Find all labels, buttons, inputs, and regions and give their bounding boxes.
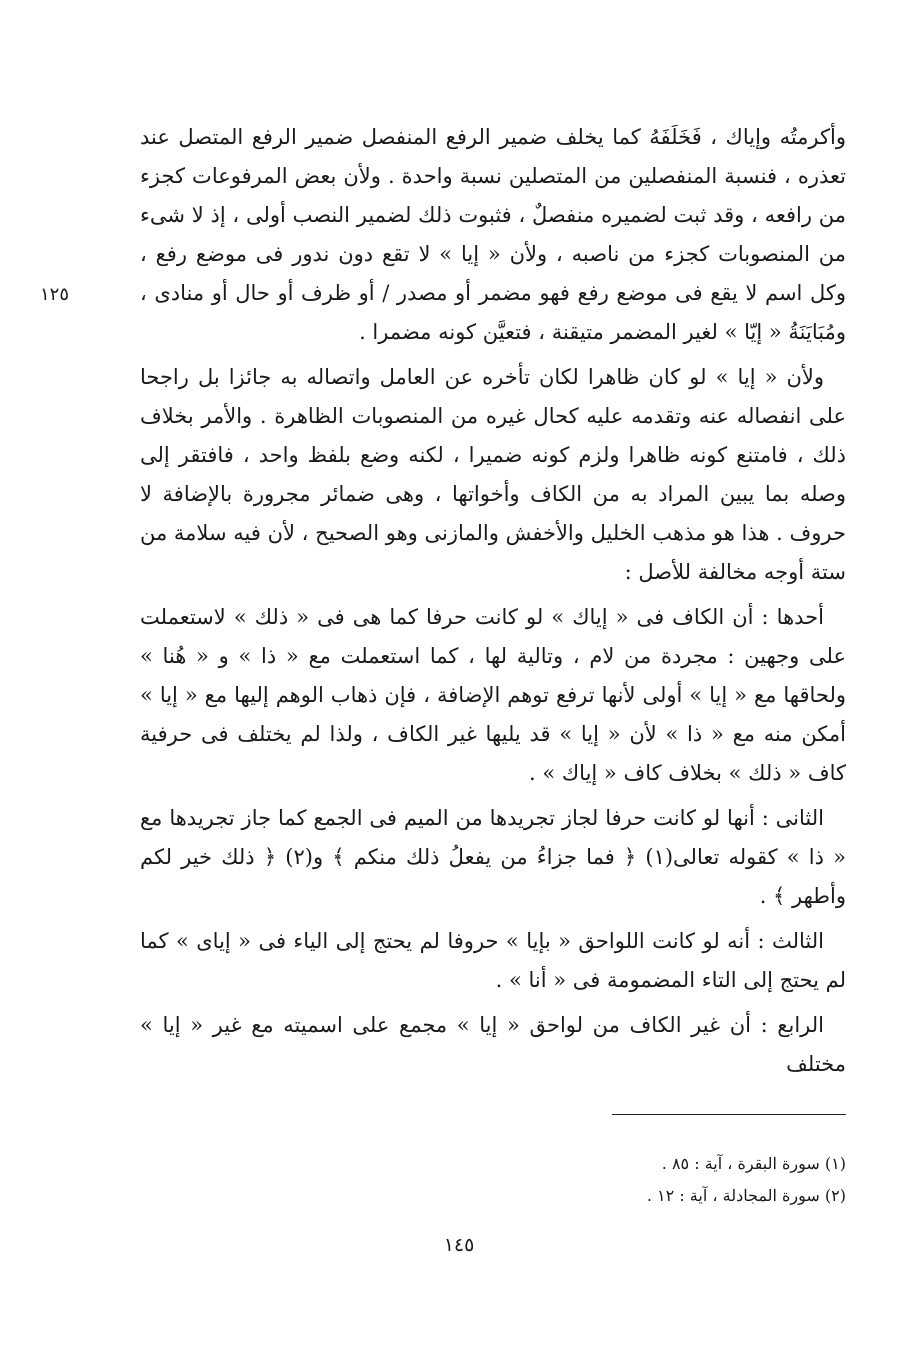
margin-page-reference: ١٢٥ bbox=[40, 284, 70, 305]
paragraph-2: ولأن « إيا » لو كان ظاهرا لكان تأخره عن العامل واتصاله به جائزا بل راجحا على انفصاله عنه وتقدمه عليه كحال غيره من المنصوبات الظاهرة . والأمر بخلاف ذلك ، فامتنع كونه ظاهرا ولزم كونه ضميرا ، لكنه وضع بلفظ واحد ، فافتقر إلى وصله بما يبين المراد به من الكاف وأخواتها ، وهى ضمائر مجرورة بالإضافة لا حروف . هذا هو مذهب الخليل والأخفش والمازنى وهو الصحيح ، لأن فيه سلامة من ستة أوجه مخالفة للأصل : bbox=[140, 365, 846, 584]
paragraph-6: الرابع : أن غير الكاف من لواحق « إيا » مجمع على اسميته مع غير « إيا » مختلف bbox=[140, 1013, 846, 1076]
footnote-2: (٢) سورة المجادلة ، آية : ١٢ . bbox=[646, 1186, 846, 1205]
paragraph-5: الثالث : أنه لو كانت اللواحق « بإيا » حروفا لم يحتج إلى الياء فى « إياى » كما لم يحتج إلى التاء المضمومة فى « أنا » . bbox=[140, 929, 846, 992]
footnote-1: (١) سورة البقرة ، آية : ٨٥ . bbox=[661, 1154, 846, 1173]
footnotes bbox=[500, 1148, 846, 1212]
page-number: ١٤٥ bbox=[443, 1234, 475, 1256]
paragraph-3: أحدها : أن الكاف فى « إياك » لو كانت حرفا كما هى فى « ذلك » لاستعملت على وجهين : مجردة من لام ، وتالية لها ، كما استعملت مع « ذا » و « هُنا » ولحاقها مع « إيا » أولى لأنها ترفع توهم الإضافة ، فإن ذهاب الوهم إليها مع « إيا » أمكن منه مع « ذا » لأن « إيا » قد يليها غير الكاف ، ولذا لم يختلف فى حرفية كاف « ذلك » بخلاف كاف « إياك » . bbox=[140, 605, 846, 785]
footnote-divider bbox=[612, 1114, 846, 1115]
main-text bbox=[140, 118, 846, 1090]
paragraph-4: الثانى : أنها لو كانت حرفا لجاز تجريدها من الميم فى الجمع كما جاز تجريدها مع « ذا » كقوله تعالى(١) ﴿ فما جزاءُ من يفعلُ ذلك منكم ﴾ و(٢) ﴿ ذلك خير لكم وأطهر ﴾ . bbox=[140, 806, 846, 908]
paragraph-1: وأكرمتُه وإياك ، فَخَلَفَهُ كما يخلف ضمير الرفع المنفصل ضمير الرفع المتصل عند تعذره ، فنسبة المنفصلين من المتصلين نسبة واحدة . ولأن بعض المرفوعات كجزء من رافعه ، وقد ثبت لضميره منفصلٌ ، فثبوت ذلك لضمير النصب أولى ، إذ لا شىء من المنصوبات كجزء من ناصبه ، ولأن « إيا » لا تقع دون ندور فى موضع رفع ، وكل اسم لا يقع فى موضع رفع فهو مضمر أو مصدر / أو ظرف أو حال أو منادى ، ومُبَايَنَةُ « إيّا » لغير المضمر متيقنة ، فتعيَّن كونه مضمرا . bbox=[140, 125, 846, 344]
